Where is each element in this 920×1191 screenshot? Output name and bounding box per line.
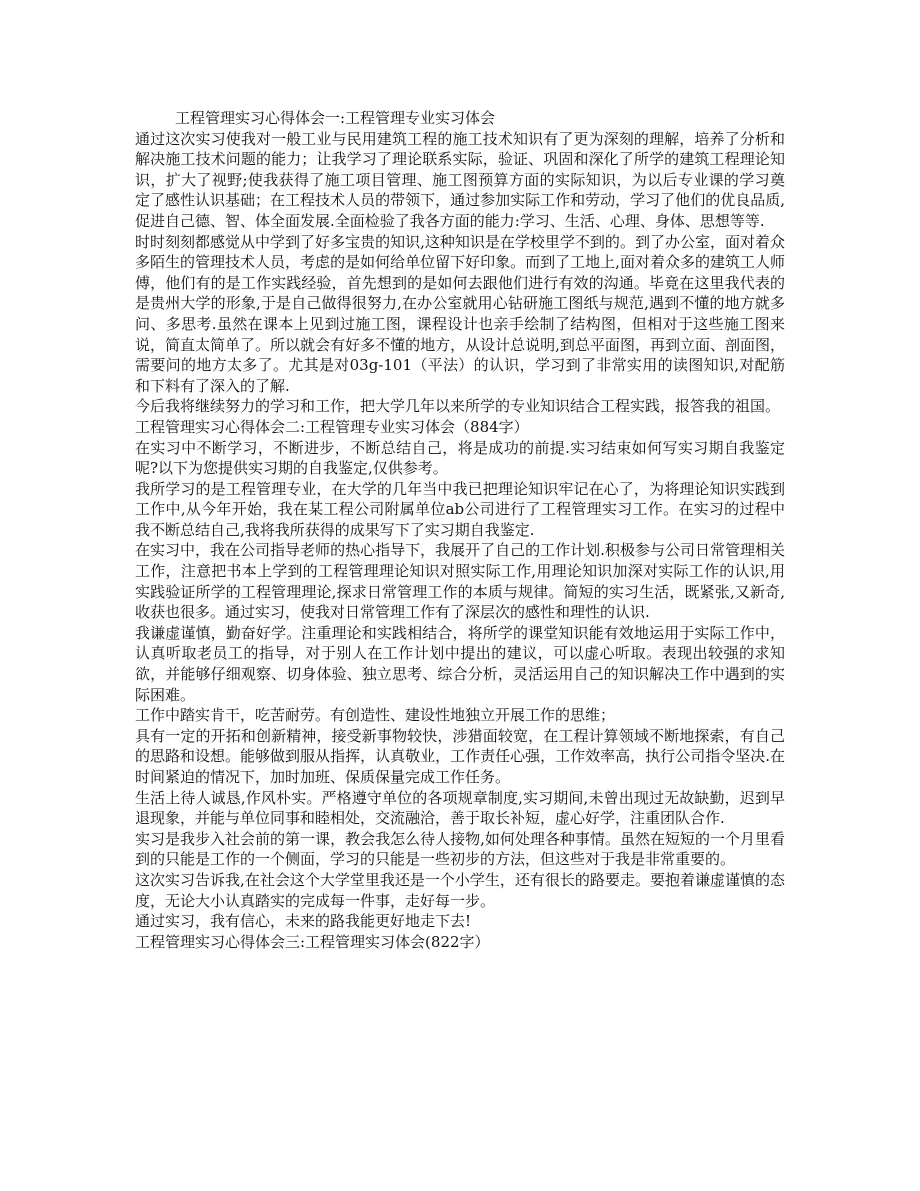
- paragraph: 实习是我步入社会前的第一课，教会我怎么待人接物,如何处理各种事情。虽然在短短的一个月里看到的只能是工作的一个侧面，学习的只能是一些初步的方法，但这些对于我是非常重要的。: [135, 829, 785, 869]
- paragraph: 具有一定的开拓和创新精神，接受新事物较快，涉猎面较宽，在工程计算领域不断地探索，有自己的思路和设想。能够做到服从指挥，认真敬业，工作责任心强，工作效率高，执行公司指令坚决.在时间紧迫的情况下，加时加班、保质保量完成工作任务。: [135, 726, 785, 786]
- section-heading-3: 工程管理实习心得体会三:工程管理实习体会(822字）: [135, 932, 490, 951]
- paragraph: 在实习中不断学习，不断进步，不断总结自己，将是成功的前提.实习结束如何写实习期自我鉴定呢?以下为您提供实习期的自我鉴定,仅供参考。: [135, 438, 785, 478]
- section-heading-1: 工程管理实习心得体会一:工程管理专业实习体会: [175, 109, 496, 127]
- paragraph: 工作中踏实肯干，吃苦耐劳。有创造性、建设性地独立开展工作的思维；: [135, 706, 616, 725]
- paragraph: 通过实习，我有信心，未来的路我能更好地走下去!: [135, 912, 472, 931]
- document-body: [135, 108, 785, 952]
- paragraph: 时时刻刻都感觉从中学到了好多宝贵的知识,这种知识是在学校里学不到的。到了办公室，面对着众多陌生的管理技术人员，考虑的是如何给单位留下好印象。而到了工地上,面对着众多的建筑工人师傅，他们有的是工作实践经验，首先想到的是如何去跟他们进行有效的沟通。毕竟在这里我代表的是贵州大学的形象,于是自己做得很努力,在办公室就用心钻研施工图纸与规范,遇到不懂的地方就多问、多思考.虽然在课本上见到过施工图，课程设计也亲手绘制了结构图，但相对于这些施工图来说，简直太简单了。所以就会有好多不懂的地方，从设计总说明,到总平面图，再到立面、剖面图，需要问的地方太多了。尤其是对03g-101（平法）的认识，学习到了非常实用的读图知识,对配筋和下料有了深入的了解.: [135, 232, 785, 395]
- paragraph: 通过这次实习使我对一般工业与民用建筑工程的施工技术知识有了更为深刻的理解，培养了分析和解决施工技术问题的能力；让我学习了理论联系实际，验证、巩固和深化了所学的建筑工程理论知识，扩大了视野;使我获得了施工项目管理、施工图预算方面的实际知识，为以后专业课的学习奠定了感性认识基础；在工程技术人员的带领下，通过参加实际工作和劳动，学习了他们的优良品质,促进自己德、智、体全面发展.全面检验了我各方面的能力:学习、生活、心理、身体、思想等等.: [135, 129, 785, 230]
- section-heading-2: 工程管理实习心得体会二:工程管理专业实习体会（884字）: [135, 417, 529, 436]
- paragraph: 我谦虚谨慎，勤奋好学。注重理论和实践相结合，将所学的课堂知识能有效地运用于实际工作中，认真听取老员工的指导，对于别人在工作计划中提出的建议，可以虚心听取。表现出较强的求知欲，并能够仔细观察、切身体验、独立思考、综合分析，灵活运用自己的知识解决工作中遇到的实际困难。: [135, 623, 785, 704]
- paragraph: 这次实习告诉我,在社会这个大学堂里我还是一个小学生，还有很长的路要走。要抱着谦虚谨慎的态度，无论大小认真踏实的完成每一件事，走好每一步。: [135, 870, 785, 910]
- paragraph: 今后我将继续努力的学习和工作，把大学几年以来所学的专业知识结合工程实践，报答我的祖国。: [135, 397, 781, 416]
- paragraph: 在实习中，我在公司指导老师的热心指导下，我展开了自己的工作计划.积极参与公司日常管理相关工作，注意把书本上学到的工程管理理论知识对照实际工作,用理论知识加深对实际工作的认识,用实践验证所学的工程管理理论,探求日常管理工作的本质与规律。简短的实习生活，既紧张,又新奇,收获也很多。通过实习，使我对日常管理工作有了深层次的感性和理性的认识.: [135, 541, 785, 622]
- paragraph: 我所学习的是工程管理专业，在大学的几年当中我已把理论知识牢记在心了，为将理论知识实践到工作中,从今年开始，我在某工程公司附属单位ab公司进行了工程管理实习工作。在实习的过程中我不断总结自己,我将我所获得的成果写下了实习期自我鉴定.: [135, 479, 785, 539]
- paragraph: 生活上待人诚恳,作风朴实。严格遵守单位的各项规章制度,实习期间,未曾出现过无故缺勤，迟到早退现象，并能与单位同事和睦相处，交流融洽，善于取长补短，虚心好学，注重团队合作.: [135, 788, 785, 828]
